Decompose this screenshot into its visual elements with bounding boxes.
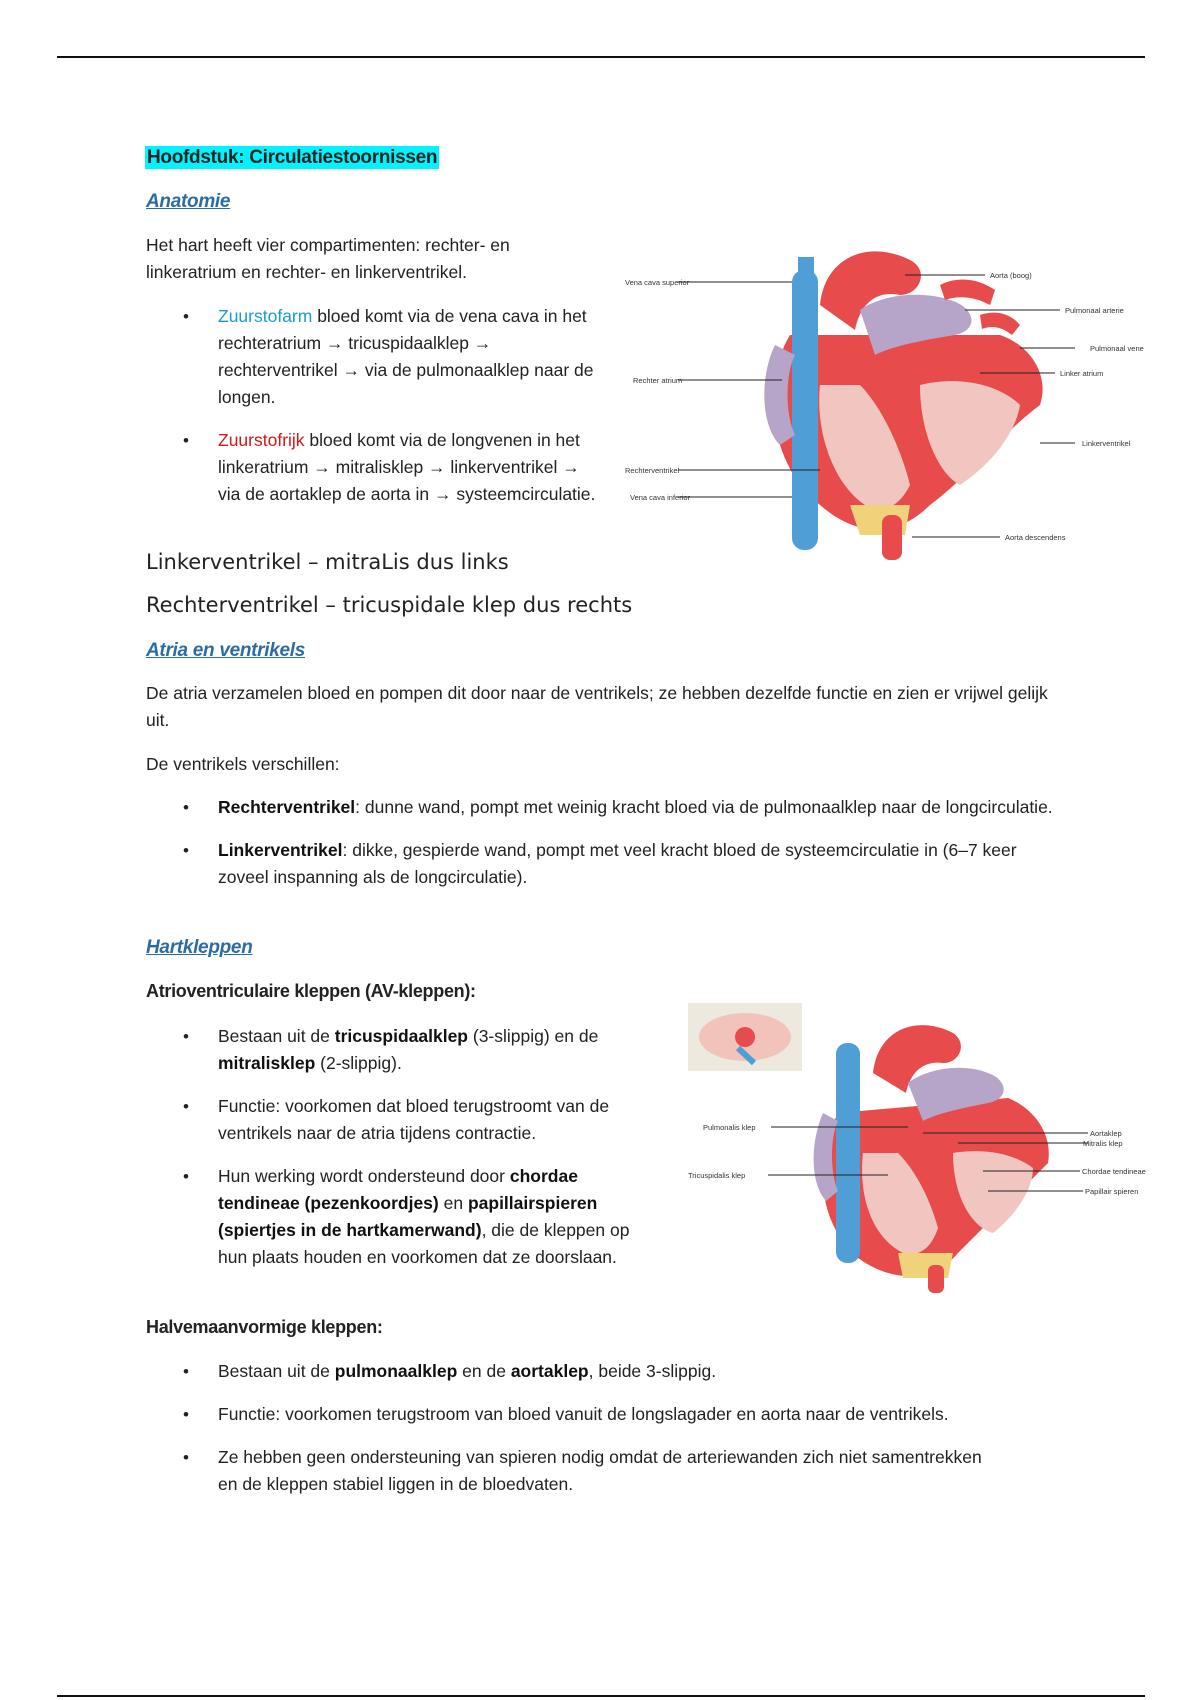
term-papillairspieren: papillairspieren (spiertjes in de hartkamerwand) [218, 1193, 598, 1240]
hm1-text: Bestaan uit de [218, 1361, 335, 1381]
label-aorta-descendens: Aorta descendens [1005, 533, 1066, 542]
bottom-rule [57, 1695, 1145, 1697]
hm2-text: Functie: voorkomen terugstroom van bloed vanuit de longslagader en aorta naar de ventrikels. [218, 1404, 949, 1424]
label-aortaklep: Aortaklep [1090, 1129, 1122, 1138]
av3-text: Hun werking wordt ondersteund door [218, 1166, 510, 1186]
heading-halvemaan-kleppen: Halvemaanvormige kleppen: [146, 1317, 383, 1337]
anatomie-list [183, 303, 598, 508]
bullet-dot: • [183, 1405, 189, 1424]
label-chordae-tendineae: Chordae tendineae [1082, 1167, 1146, 1176]
rechterventrikel-term: Rechterventrikel [218, 797, 356, 817]
zuurstofarm-label: Zuurstofarm [218, 306, 313, 326]
label-mitralis-klep: Mitralis klep [1083, 1139, 1123, 1148]
mnemonic-links: Linkerventrikel – mitraLis dus links [146, 550, 509, 574]
heart-valves-figure [688, 1003, 1160, 1293]
label-rechter-atrium: Rechter atrium [633, 376, 683, 385]
bullet-dot: • [183, 798, 189, 817]
page-title-wrap [145, 147, 439, 169]
bullet-dot: • [183, 307, 189, 326]
label-pulmonalis-klep: Pulmonalis klep [703, 1123, 756, 1132]
heading-av-kleppen: Atrioventriculaire kleppen (AV-kleppen): [146, 981, 476, 1001]
rechterventrikel-desc: : dunne wand, pompt met weinig kracht bloed via de pulmonaalklep naar de longcirculatie. [355, 797, 1053, 817]
av1-text: (3-slippig) en de [468, 1026, 599, 1046]
label-aorta-boog: Aorta (boog) [990, 271, 1032, 280]
term-mitralisklep: mitralisklep [218, 1053, 316, 1073]
bullet1-text: bloed komt via de vena cava in het rechteratrium → tricuspidaalklep → rechterventrikel → via de pulmonaalklep naar de longen. [218, 306, 594, 407]
label-linkerventrikel: Linkerventrikel [1082, 439, 1131, 448]
list-item [183, 1358, 1068, 1385]
heart-anatomy-figure [620, 235, 1180, 565]
list-item [183, 1023, 658, 1077]
label-vena-cava-inferior: Vena cava inferior [630, 493, 691, 502]
bullet-dot: • [183, 1097, 189, 1116]
av-list [183, 1023, 658, 1271]
bullet-dot: • [183, 431, 189, 450]
atria-paragraph: De atria verzamelen bloed en pompen dit door naar de ventrikels; ze hebben dezelfde functie en zien er vrijwel gelijk uit. [146, 683, 1048, 730]
hm3-text: Ze hebben geen ondersteuning van spieren nodig omdat de arteriewanden zich niet samentrekken en de kleppen stabiel liggen in de bloedvaten. [218, 1447, 982, 1494]
mnemonic-rechts: Rechterventrikel – tricuspidale klep dus rechts [146, 593, 633, 617]
heart-illustration [764, 251, 1042, 560]
list-item [183, 1401, 998, 1428]
bullet-dot: • [183, 1167, 189, 1186]
top-rule [57, 56, 1145, 58]
label-pulmonaal-arterie: Pulmonaal arterie [1065, 306, 1124, 315]
av3-text: , die de kleppen op hun plaats houden en voorkomen dat ze doorslaan. [218, 1220, 630, 1267]
hm1-text: , beide 3-slippig. [588, 1361, 717, 1381]
av2-text: Functie: voorkomen dat bloed terugstroomt van de ventrikels naar de atria tijdens contractie. [218, 1096, 610, 1143]
term-tricuspidaalklep: tricuspidaalklep [334, 1026, 468, 1046]
halvemaan-list [183, 1358, 1068, 1498]
av1-text: (2-slippig). [315, 1053, 402, 1073]
label-vena-cava-superior: Vena cava superior [625, 278, 690, 287]
list-item [183, 1093, 658, 1147]
heart-illustration-2 [814, 1025, 1049, 1293]
list-item [183, 837, 1068, 891]
label-papillair-spieren: Papillair spieren [1085, 1187, 1139, 1196]
list-item [183, 427, 598, 508]
bullet-dot: • [183, 1448, 189, 1467]
hm1-text: en de [457, 1361, 511, 1381]
av3-text: en [438, 1193, 468, 1213]
term-chordae: chordae tendineae (pezenkoordjes) [218, 1166, 578, 1213]
bullet2-text: bloed komt via de longvenen in het linkeratrium → mitralisklep → linkerventrikel → via de aortaklep de aorta in → systeemcirculatie. [218, 430, 596, 504]
heading-atria-ventrikels: Atria en ventrikels [146, 640, 306, 661]
ventrikels-list [183, 794, 1068, 891]
heading-anatomie: Anatomie [146, 191, 231, 212]
anatomie-intro: Het hart heeft vier compartimenten: rechter- en linkeratrium en rechter- en linkerventrikel. [146, 235, 510, 282]
ventrikels-intro: De ventrikels verschillen: [146, 754, 340, 774]
term-aortaklep: aortaklep [510, 1361, 589, 1381]
term-pulmonaalklep: pulmonaalklep [334, 1361, 458, 1381]
label-pulmonaal-vene: Pulmonaal vene [1090, 344, 1144, 353]
list-item [183, 794, 1068, 821]
zuurstofrijk-label: Zuurstofrijk [218, 430, 305, 450]
label-tricuspidalis-klep: Tricuspidalis klep [688, 1171, 746, 1180]
bullet-dot: • [183, 841, 189, 860]
linkerventrikel-term: Linkerventrikel [218, 840, 343, 860]
av1-text: Bestaan uit de [218, 1026, 335, 1046]
heading-hartkleppen: Hartkleppen [146, 937, 253, 958]
list-item [183, 1163, 658, 1271]
list-item [183, 303, 598, 411]
bullet-dot: • [183, 1027, 189, 1046]
valve-inset [688, 1003, 802, 1071]
linkerventrikel-desc: : dikke, gespierde wand, pompt met veel kracht bloed de systeemcirculatie in (6–7 keer zoveel inspanning als de longcirculatie). [218, 840, 1017, 887]
label-linker-atrium: Linker atrium [1060, 369, 1104, 378]
label-rechterventrikel: Rechterventrikel [625, 466, 680, 475]
page-title: Hoofdstuk: Circulatiestoornissen [147, 147, 438, 168]
bullet-dot: • [183, 1362, 189, 1381]
list-item [183, 1444, 998, 1498]
